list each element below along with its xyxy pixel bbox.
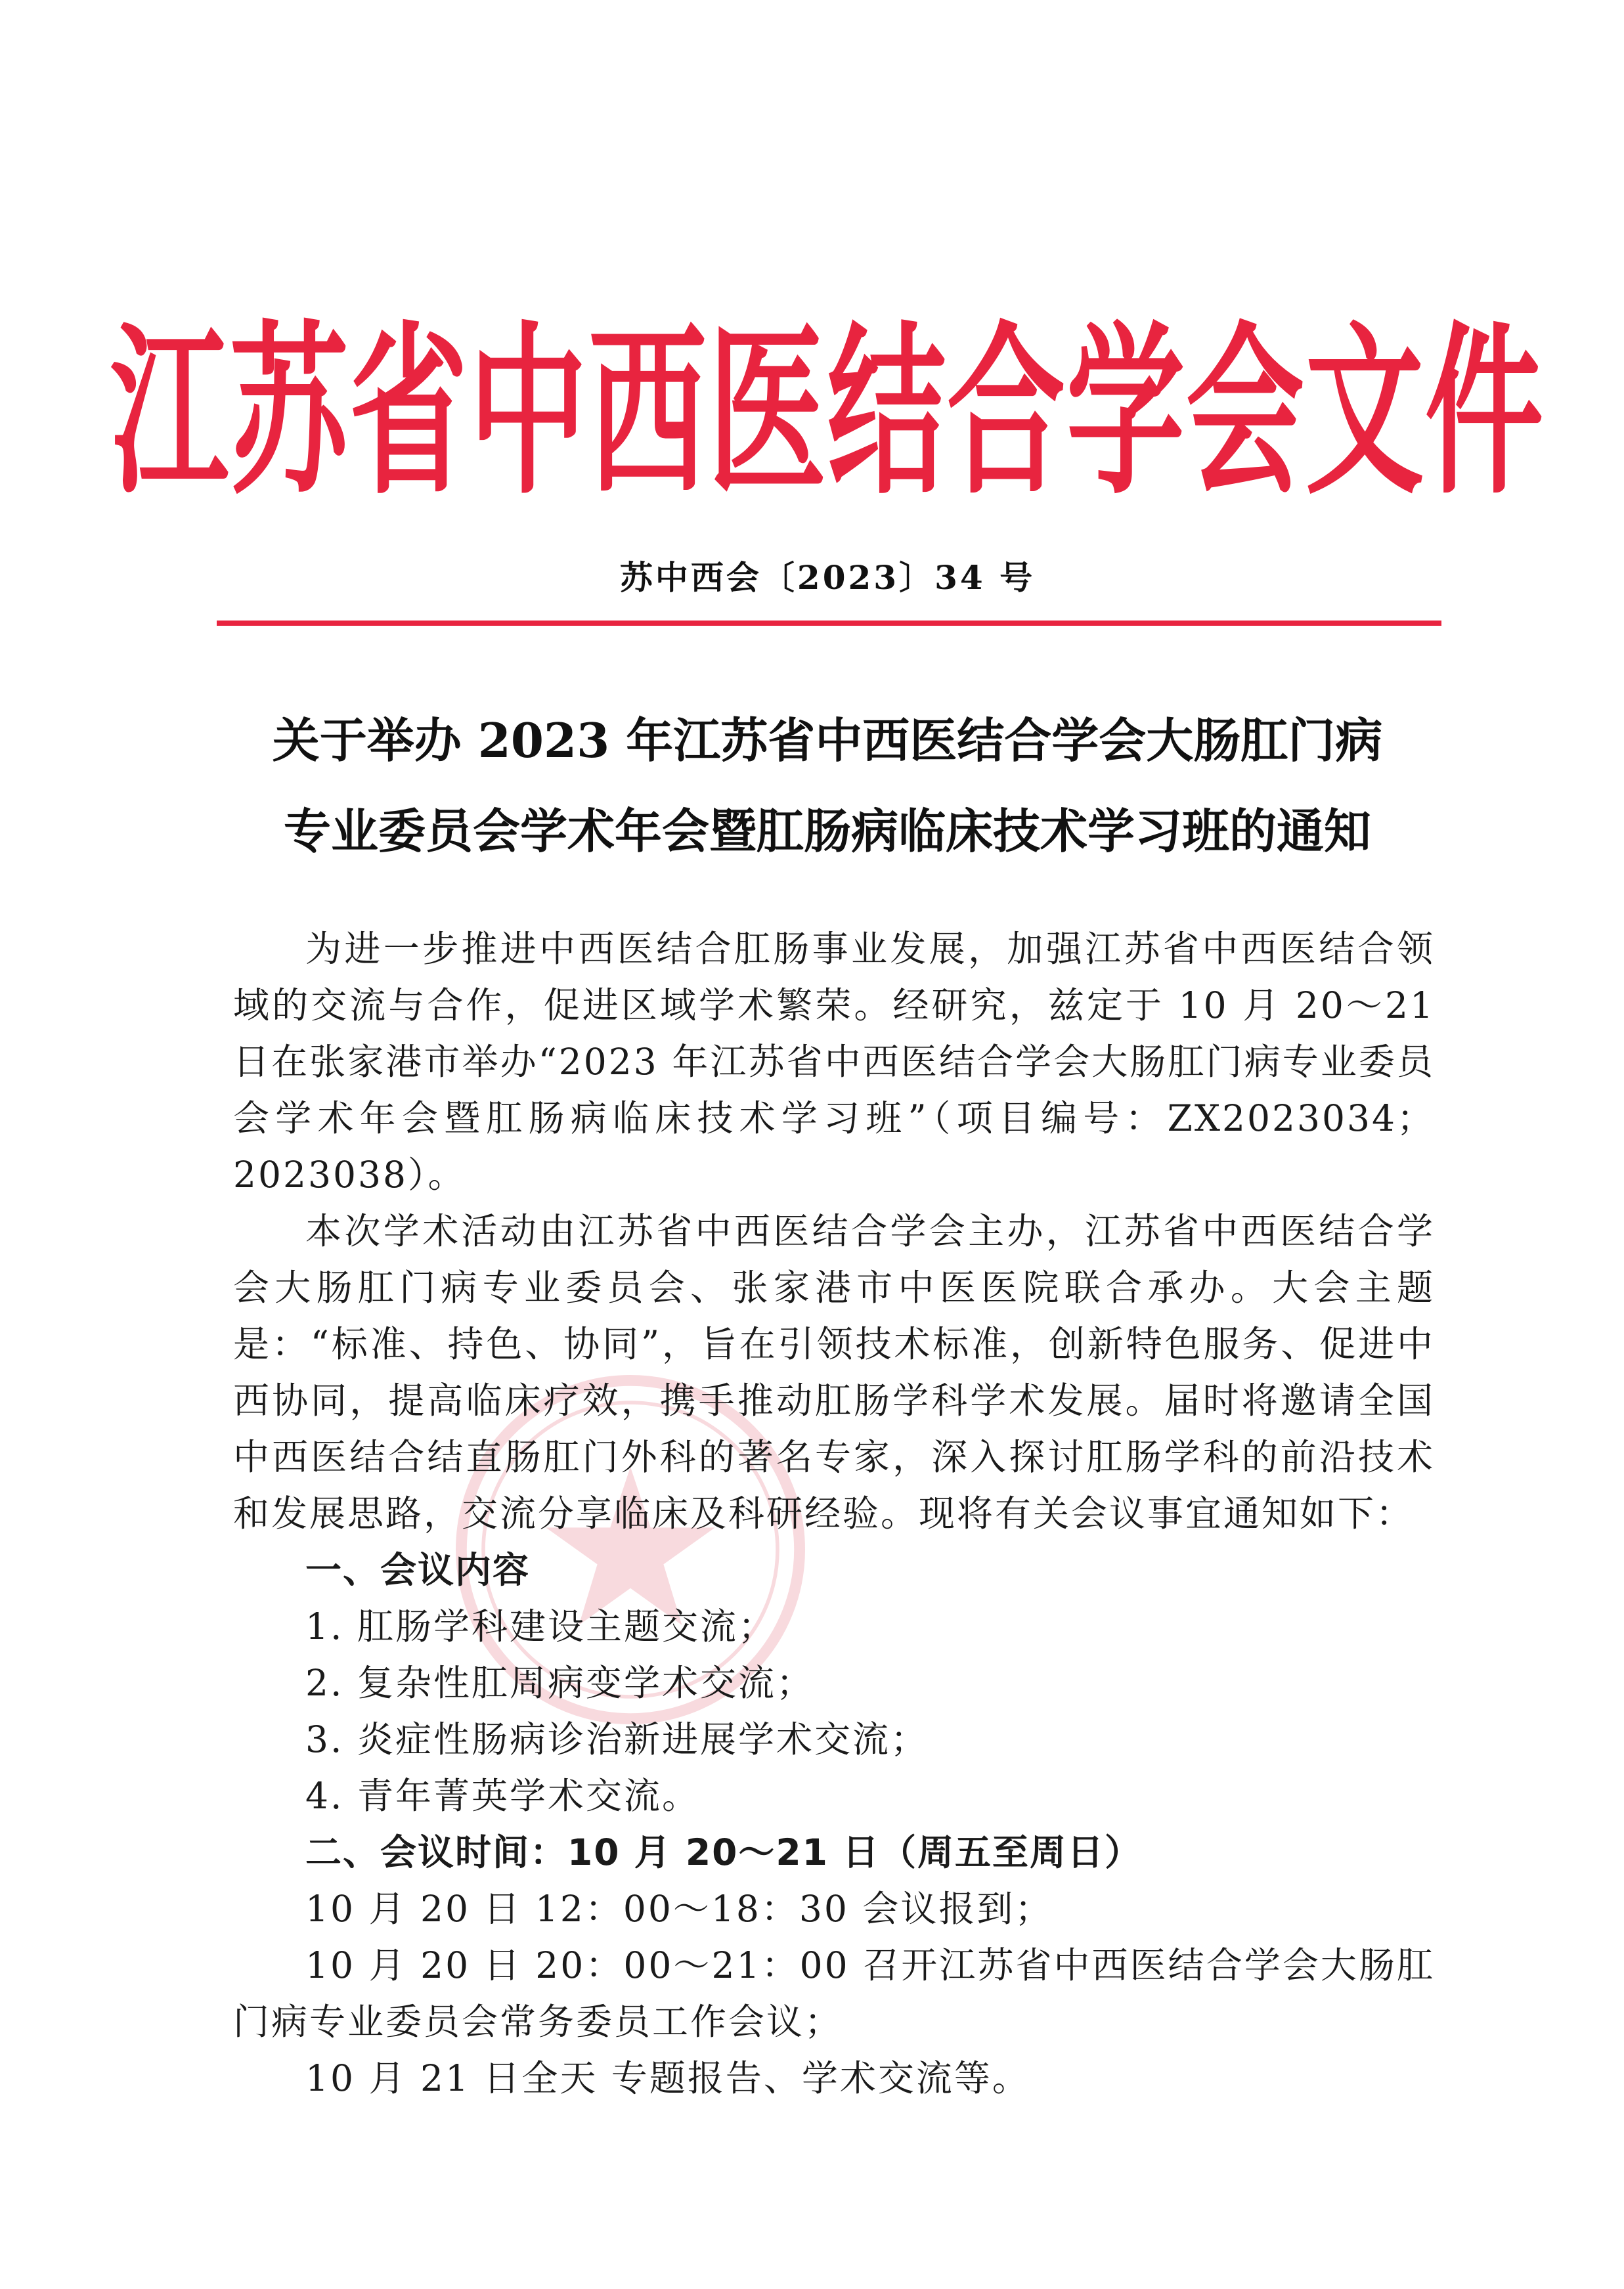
list-item: 4. 青年菁英学术交流。 — [305, 1775, 700, 1817]
list-item: 1. 肛肠学科建设主题交流； — [305, 1605, 776, 1647]
red-divider — [217, 621, 1441, 626]
document-body — [233, 921, 1435, 2106]
list-item: 3. 炎症性肠病诊治新进展学术交流； — [305, 1718, 929, 1760]
paragraph-organizers: 本次学术活动由江苏省中西医结合学会主办，江苏省中西医结合学会大肠肛门病专业委员会、张家港市中医医院联合承办。大会主题是：“标准、持色、协同”，旨在引领技术标准，创新特色服务、促进中西协同，提高临床疗效，携手推动肛肠学科学术发展。届时将邀请全国中西医结合结直肠肛门外科的著名专家，深入探讨肛肠学科的前沿技术和发展思路，交流分享临床及科研经验。现将有关会议事宜通知如下： — [233, 1210, 1435, 1535]
list-item: 2. 复杂性肛周病变学术交流； — [305, 1662, 814, 1704]
paragraph-intro: 为进一步推进中西医结合肛肠事业发展，加强江苏省中西医结合领域的交流与合作，促进区域学术繁荣。经研究，兹定于 10 月 20～21 日在张家港市举办“2023 年江苏省中西医结合学会大肠肛门病专业委员会学术年会暨肛肠病临床技术学习班”（项目编号：ZX2023034；2023038）。 — [233, 928, 1435, 1196]
section-heading-time: 二、会议时间：10 月 20～21 日（周五至周日） — [305, 1831, 1143, 1873]
notice-title-line1: 关于举办 2023 年江苏省中西医结合学会大肠肛门病 — [272, 712, 1383, 768]
notice-title-line2: 专业委员会学术年会暨肛肠病临床技术学习班的通知 — [283, 803, 1371, 859]
schedule-item: 10 月 21 日全天 专题报告、学术交流等。 — [305, 2057, 1030, 2099]
masthead: 江苏省中西医结合学会文件 — [110, 307, 1545, 519]
document-number: 苏中西会〔2023〕34 号 — [619, 558, 1036, 597]
schedule-item: 10 月 20 日 12：00～18：30 会议报到； — [305, 1888, 1053, 1930]
section-heading-content: 一、会议内容 — [305, 1549, 531, 1591]
schedule-item: 10 月 20 日 20：00～21：00 召开江苏省中西医结合学会大肠肛门病专业委员会常务委员工作会议； — [233, 1944, 1435, 2043]
